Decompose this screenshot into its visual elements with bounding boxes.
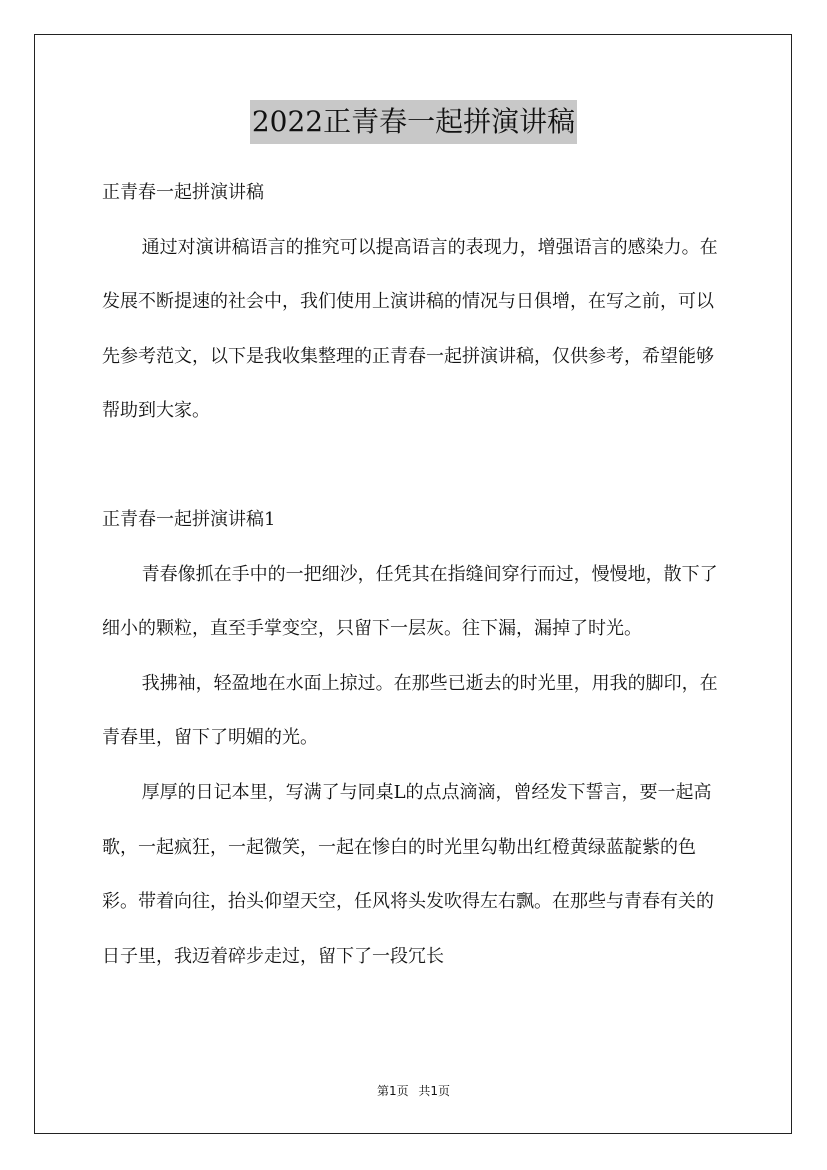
document-body xyxy=(102,166,730,984)
page-footer xyxy=(0,1083,827,1099)
section-heading: 正青春一起拼演讲稿1 xyxy=(102,508,276,530)
body-paragraph-2: 我拂袖，轻盈地在水面上掠过。在那些已逝去的时光里，用我的脚印，在青春里，留下了明媚的光。 xyxy=(102,672,718,749)
section-gap xyxy=(102,439,730,493)
title-area xyxy=(0,100,827,144)
body-paragraph-3: 厚厚的日记本里，写满了与同桌L的点点滴滴，曾经发下誓言，要一起高歌，一起疯狂，一起微笑，一起在惨白的时光里勾勒出红橙黄绿蓝靛紫的色彩。带着向往，抬头仰望天空，任风将头发吹得左右飘。在那些与青春有关的日子里，我迈着碎步走过，留下了一段冗长 xyxy=(102,781,714,967)
subtitle: 正青春一起拼演讲稿 xyxy=(102,182,264,203)
intro-paragraph: 通过对演讲稿语言的推究可以提高语言的表现力，增强语言的感染力。在发展不断提速的社会中，我们使用上演讲稿的情况与日俱增，在写之前，可以先参考范文，以下是我收集整理的正青春一起拼演讲稿，仅供参考，希望能够帮助到大家。 xyxy=(102,236,718,422)
page-number-current: 第1页 xyxy=(376,1084,409,1098)
page-number-total: 共1页 xyxy=(418,1084,451,1098)
document-title: 2022正青春一起拼演讲稿 xyxy=(250,100,577,144)
body-paragraph-1: 青春像抓在手中的一把细沙，任凭其在指缝间穿行而过，慢慢地，散下了细小的颗粒，直至手掌变空，只留下一层灰。往下漏，漏掉了时光。 xyxy=(102,563,718,640)
